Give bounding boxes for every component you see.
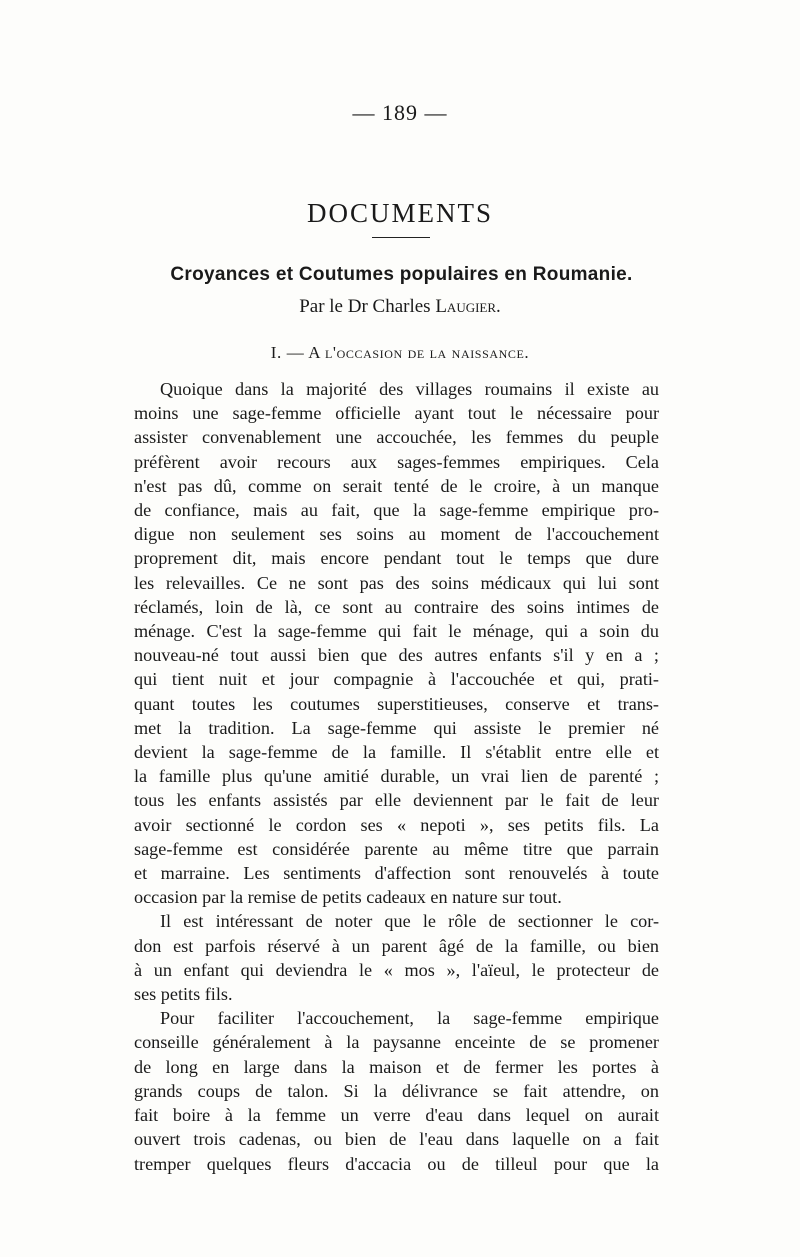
text-line: ménage. C'est la sage-femme qui fait le ménage, qui a soin du [134, 621, 659, 642]
text-line: devient la sage-femme de la famille. Il s'établit entre elle et [134, 742, 659, 763]
text-line: avoir sectionné le cordon ses « nepoti », ses petits fils. La [134, 814, 659, 835]
text-line: quant toutes les coutumes superstitieuses, conserve et trans- [134, 693, 659, 714]
text-line: moins une sage-femme officielle ayant tout le nécessaire pour [134, 403, 659, 424]
text-line: tremper quelques fleurs d'accacia ou de tilleul pour que la [134, 1153, 659, 1174]
subsection-heading: I. — A l'occasion de la naissance. [270, 343, 530, 362]
text-line: Il est intéressant de noter que le rôle de sectionner le cor- [160, 911, 659, 932]
text-line: réclamés, loin de là, ce sont au contraire des soins intimes de [134, 596, 659, 617]
title-divider [372, 237, 430, 238]
page-number: — 189 — [352, 100, 448, 125]
text-line: grands coups de talon. Si la délivrance se fait attendre, on [134, 1080, 659, 1101]
text-line: fait boire à la femme un verre d'eau dans lequel on aurait [134, 1105, 659, 1126]
text-line: Quoique dans la majorité des villages roumains il existe au [160, 379, 659, 399]
text-line: assister convenablement une accouchée, les femmes du peuple [134, 427, 659, 448]
section-title: DOCUMENTS [306, 198, 493, 229]
byline-author: Laugier. [435, 296, 501, 317]
text-line: ses petits fils. [134, 984, 233, 1005]
text-line: la famille plus qu'une amitié durable, un vrai lien de parenté ; [134, 766, 659, 787]
text-line: nouveau-né tout aussi bien que des autres enfants s'il y en a ; [134, 645, 659, 666]
text-line: ouvert trois cadenas, ou bien de l'eau dans laquelle on a fait [134, 1129, 659, 1150]
text-line: proprement dit, mais encore pendant tout le temps que dure [134, 548, 659, 569]
text-line: de confiance, mais au fait, que la sage-femme empirique pro- [134, 500, 659, 521]
text-line: et marraine. Les sentiments d'affection sont renouvelés à toute [134, 863, 659, 884]
text-line: tous les enfants assistés par elle deviennent par le fait de leur [134, 790, 659, 811]
byline [0, 296, 800, 318]
text-line: don est parfois réservé à un parent âgé de la famille, ou bien [134, 935, 659, 956]
text-line: met la tradition. La sage-femme qui assiste le premier né [134, 717, 659, 738]
text-line: à un enfant qui deviendra le « mos », l'aïeul, le protecteur de [134, 959, 659, 980]
text-line: n'est pas dû, comme on serait tenté de le croire, à un manque [134, 475, 659, 496]
text-line: Pour faciliter l'accouchement, la sage-femme empirique [160, 1008, 659, 1029]
byline-prefix: Par le Dr Charles [299, 296, 431, 317]
text-line: qui tient nuit et jour compagnie à l'accouchée et qui, prati- [134, 669, 659, 690]
text-line: occasion par la remise de petits cadeaux en nature sur tout. [134, 887, 562, 908]
text-line: digue non seulement ses soins au moment de l'accouchement [134, 524, 659, 545]
article-title: Croyances et Coutumes populaires en Roumanie. [170, 264, 633, 285]
text-line: de long en large dans la maison et de fermer les portes à [134, 1056, 659, 1077]
text-line: conseille généralement à la paysanne enceinte de se promener [134, 1032, 659, 1053]
text-line: préfèrent avoir recours aux sages-femmes empiriques. Cela [134, 451, 659, 472]
body-text [134, 377, 659, 1176]
text-line: les relevailles. Ce ne sont pas des soins médicaux qui lui sont [134, 572, 659, 593]
text-line: sage-femme est considérée parente au même titre que parrain [134, 838, 659, 859]
